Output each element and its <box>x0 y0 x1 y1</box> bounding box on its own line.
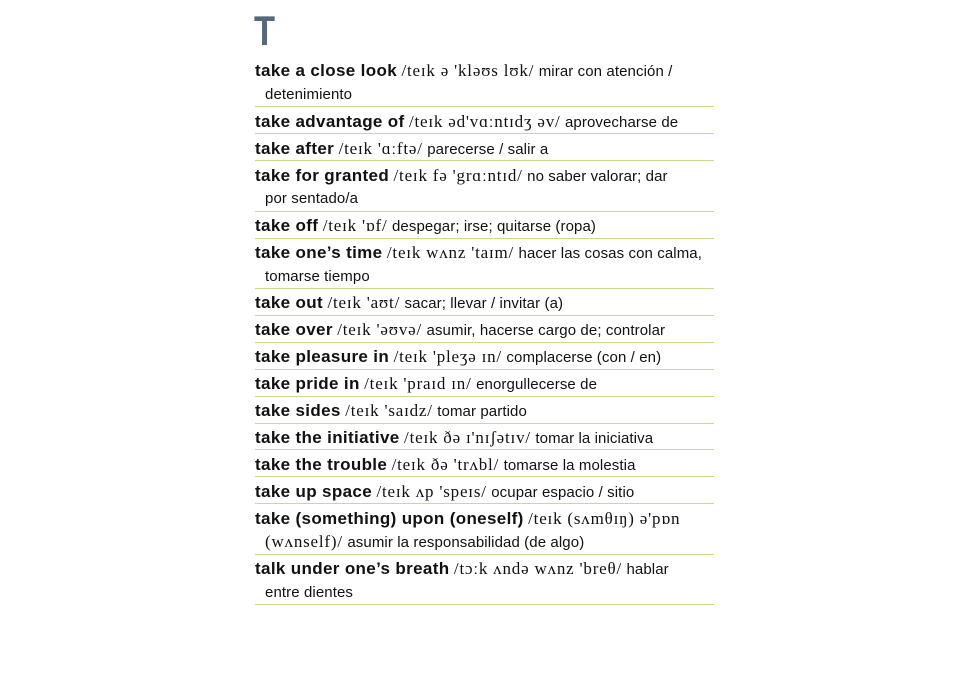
entry-translation: mirar con atención / <box>538 63 673 81</box>
entry-translation: asumir, hacerse cargo de; controlar <box>426 322 666 340</box>
entry-line <box>255 453 714 477</box>
entry-line <box>255 345 714 369</box>
entry-line <box>255 59 714 83</box>
entry-line <box>255 507 714 531</box>
dictionary-entry <box>255 343 714 370</box>
entry-phrase: take advantage of <box>255 111 405 131</box>
dictionary-entry <box>255 57 714 107</box>
entry-pronunciation: /teɪk (sʌmθɪŋ) ə'pɒn <box>528 508 681 528</box>
entry-line <box>255 164 714 188</box>
entry-translation: asumir la responsabilidad (de algo) <box>347 534 585 552</box>
entry-translation: no saber valorar; dar <box>527 167 668 185</box>
entry-phrase: take for granted <box>255 165 390 185</box>
entry-translation: hablar <box>626 561 669 579</box>
entry-translation: ocupar espacio / sitio <box>491 483 635 501</box>
entry-pronunciation: /teɪk ʌp 'speɪs/ <box>376 481 487 501</box>
dictionary-entry <box>255 424 714 451</box>
entry-line <box>255 110 714 134</box>
dictionary-entry-list <box>255 57 714 605</box>
entry-phrase: take sides <box>255 400 341 420</box>
entry-pronunciation: /teɪk 'əʊvə/ <box>337 320 423 340</box>
entry-translation: sacar; llevar / invitar (a) <box>404 295 564 313</box>
entry-pronunciation: /teɪk 'praɪd ɪn/ <box>364 374 472 394</box>
entry-translation: tomar partido <box>437 402 527 420</box>
entry-pronunciation-continued: (wʌnself)/ <box>265 532 343 552</box>
dictionary-entry <box>255 107 714 134</box>
entry-translation: complacerse (con / en) <box>506 349 662 367</box>
dictionary-entry <box>255 134 714 161</box>
entry-pronunciation: /teɪk ðə 'trʌbl/ <box>391 454 500 474</box>
entry-translation: enorgullecerse de <box>476 376 598 394</box>
entry-phrase: talk under one’s breath <box>255 559 450 579</box>
entry-line <box>255 291 714 315</box>
entry-translation: parecerse / salir a <box>427 140 549 158</box>
entry-phrase: take out <box>255 293 323 313</box>
dictionary-entry <box>255 450 714 477</box>
entry-phrase: take up space <box>255 481 372 501</box>
entry-pronunciation: /teɪk 'ɒf/ <box>322 216 388 236</box>
dictionary-entry <box>255 477 714 504</box>
entry-pronunciation: /teɪk 'ɑːftə/ <box>338 138 423 158</box>
dictionary-entry <box>255 370 714 397</box>
entry-translation: despegar; irse; quitarse (ropa) <box>391 218 597 236</box>
dictionary-entry <box>255 161 714 211</box>
entry-pronunciation: /teɪk əd'vɑːntɪdʒ əv/ <box>409 111 561 131</box>
entry-line <box>255 480 714 504</box>
entry-translation-continued: por sentado/a <box>265 190 359 208</box>
entry-phrase: take (something) upon (oneself) <box>255 508 524 528</box>
entry-line <box>255 318 714 342</box>
entry-line <box>255 557 714 581</box>
entry-line-continued <box>255 581 714 605</box>
entry-line-continued <box>255 187 714 211</box>
entry-translation: hacer las cosas con calma, <box>518 244 703 262</box>
entry-line <box>255 214 714 238</box>
entry-line-continued <box>255 265 714 289</box>
entry-phrase: take pleasure in <box>255 347 390 367</box>
entry-phrase: take after <box>255 138 335 158</box>
entry-translation: tomar la iniciativa <box>535 429 654 447</box>
entry-phrase: take off <box>255 216 319 236</box>
dictionary-entry <box>255 239 714 289</box>
entry-line-continued <box>255 83 714 107</box>
entry-translation-continued: entre dientes <box>265 583 354 601</box>
dictionary-entry <box>255 555 714 605</box>
entry-pronunciation: /teɪk wʌnz 'taɪm/ <box>386 242 515 262</box>
entry-line <box>255 399 714 423</box>
entry-pronunciation: /teɪk ðə ɪ'nɪʃətɪv/ <box>404 427 531 447</box>
entry-pronunciation: /teɪk fə 'grɑːntɪd/ <box>393 165 523 185</box>
entry-phrase: take over <box>255 320 333 340</box>
entry-pronunciation: /tɔːk ʌndə wʌnz 'breθ/ <box>453 559 622 579</box>
entry-line <box>255 372 714 396</box>
entry-pronunciation: /teɪk 'pleʒə ɪn/ <box>393 347 502 367</box>
entry-phrase: take the initiative <box>255 427 400 447</box>
entry-phrase: take one’s time <box>255 242 383 262</box>
entry-line <box>255 137 714 161</box>
entry-line <box>255 241 714 265</box>
entry-phrase: take the trouble <box>255 454 388 474</box>
entry-phrase: take pride in <box>255 374 360 394</box>
dictionary-entry <box>255 504 714 554</box>
entry-translation-continued: tomarse tiempo <box>265 267 370 285</box>
entry-pronunciation: /teɪk 'aʊt/ <box>327 293 401 313</box>
entry-translation: aprovecharse de <box>564 113 679 131</box>
entry-line-continued <box>255 530 714 554</box>
entry-phrase: take a close look <box>255 61 398 81</box>
entry-translation-continued: detenimiento <box>265 85 353 103</box>
entry-pronunciation: /teɪk ə 'kləʊs lʊk/ <box>401 61 535 81</box>
entry-line <box>255 426 714 450</box>
entry-pronunciation: /teɪk 'saɪdz/ <box>345 400 433 420</box>
section-letter-heading: T <box>254 7 276 54</box>
dictionary-entry <box>255 316 714 343</box>
dictionary-entry <box>255 212 714 239</box>
dictionary-entry <box>255 289 714 316</box>
entry-translation: tomarse la molestia <box>503 456 636 474</box>
dictionary-entry <box>255 397 714 424</box>
